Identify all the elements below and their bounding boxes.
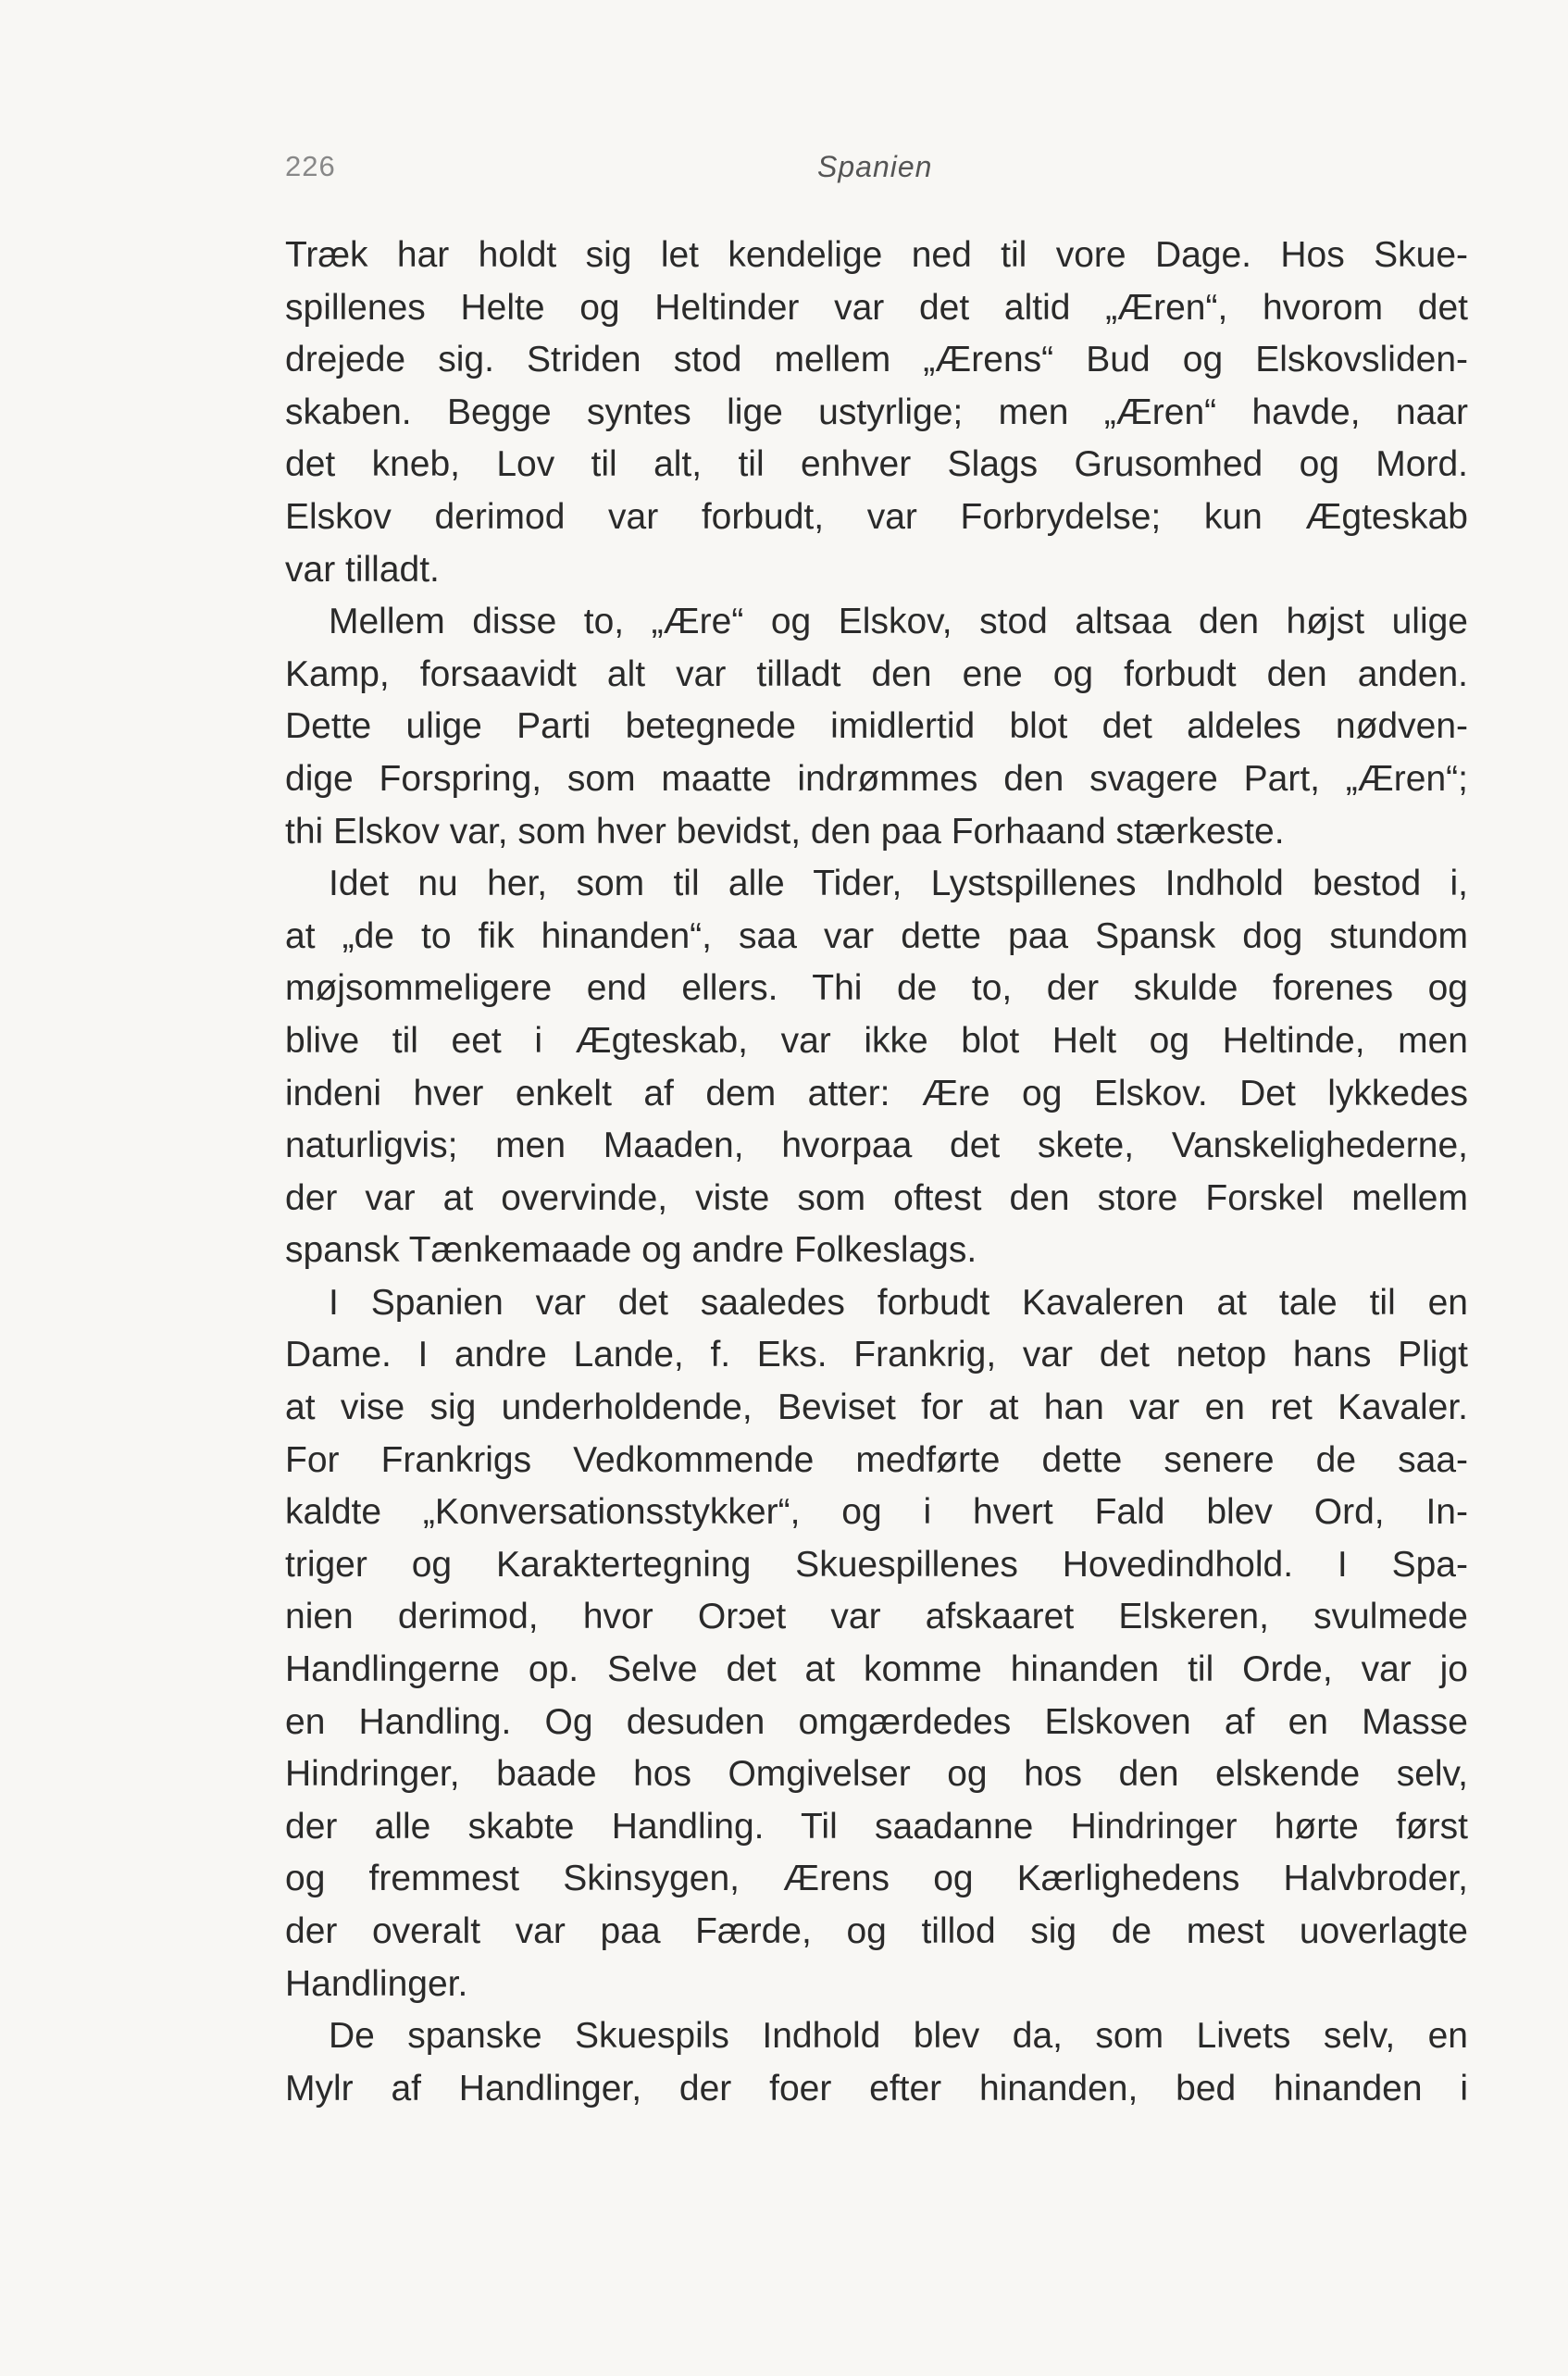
text-line: indeni hver enkelt af dem atter: Ære og Elskov. Det lykkedes (285, 1073, 1468, 1113)
text-line: De spanske Skuespils Indhold blev da, som Livets selv, en (329, 2016, 1468, 2057)
body-text (285, 230, 1468, 2115)
text-line: Handlinger. (285, 1963, 468, 2004)
text-line: triger og Karaktertegning Skuespillenes Hovedindhold. I Spa- (285, 1544, 1468, 1585)
text-line: Hindringer, baade hos Omgivelser og hos den elskende selv, (285, 1754, 1468, 1795)
text-line: det kneb, Lov til alt, til enhver Slags Grusomhed og Mord. (285, 444, 1468, 485)
text-line: der alle skabte Handling. Til saadanne Hindringer hørte først (285, 1806, 1468, 1847)
text-line: Træk har holdt sig let kendelige ned til vore Dage. Hos Skue- (285, 235, 1468, 275)
text-line: Mellem disse to, „Ære“ og Elskov, stod altsaa den højst ulige (329, 602, 1468, 642)
text-line: Elskov derimod var forbudt, var Forbrydelse; kun Ægteskab (285, 496, 1468, 537)
page-number: 226 (285, 150, 336, 182)
text-line: en Handling. Og desuden omgærdedes Elskoven af en Masse (285, 1701, 1468, 1742)
text-line: at vise sig underholdende, Beviset for at han var en ret Kavaler. (285, 1387, 1468, 1428)
text-line: Mylr af Handlinger, der foer efter hinanden, bed hinanden i (285, 2068, 1468, 2109)
text-line: Idet nu her, som til alle Tider, Lystspillenes Indhold bestod i, (329, 864, 1468, 904)
text-line: møjsommeligere end ellers. Thi de to, der skulde forenes og (285, 968, 1468, 1009)
text-line: var tilladt. (285, 549, 440, 590)
text-line: blive til eet i Ægteskab, var ikke blot Helt og Heltinde, men (285, 1020, 1468, 1061)
text-line: For Frankrigs Vedkommende medførte dette senere de saa- (285, 1439, 1468, 1480)
text-line: Dette ulige Parti betegnede imidlertid blot det aldeles nødven- (285, 706, 1468, 747)
text-line: skaben. Begge syntes lige ustyrlige; men „Æren“ havde, naar (285, 392, 1468, 432)
text-line: Handlingerne op. Selve det at komme hinanden til Orde, var jo (285, 1649, 1468, 1690)
text-line: kaldte „Konversationsstykker“, og i hvert Fald blev Ord, In- (285, 1492, 1468, 1533)
text-line: og fremmest Skinsygen, Ærens og Kærlighedens Halvbroder, (285, 1859, 1468, 1899)
text-line: der overalt var paa Færde, og tillod sig de mest uoverlagte (285, 1911, 1468, 1951)
text-line: at „de to fik hinanden“, saa var dette paa Spansk dog stundom (285, 915, 1468, 956)
text-line: dige Forspring, som maatte indrømmes den svagere Part, „Æren“; (285, 758, 1468, 799)
text-line: thi Elskov var, som hver bevidst, den paa Forhaand stærkeste. (285, 811, 1285, 852)
text-line: drejede sig. Striden stod mellem „Ærens“ Bud og Elskovsliden- (285, 340, 1468, 380)
text-line: nien derimod, hvor Orɔet var afskaaret Elskeren, svulmede (285, 1597, 1468, 1637)
page-header (285, 150, 1468, 191)
text-line: der var at overvinde, viste som oftest den store Forskel mellem (285, 1177, 1468, 1218)
text-line: Kamp, forsaavidt alt var tilladt den ene og forbudt den anden. (285, 653, 1468, 694)
text-line: spansk Tænkemaade og andre Folkeslags. (285, 1230, 977, 1271)
text-line: spillenes Helte og Heltinder var det altid „Æren“, hvorom det (285, 287, 1468, 328)
running-head: Spanien (817, 150, 933, 183)
text-line: naturligvis; men Maaden, hvorpaa det skete, Vanskelighederne, (285, 1126, 1468, 1166)
text-line: I Spanien var det saaledes forbudt Kavaleren at tale til en (329, 1282, 1468, 1323)
text-line: Dame. I andre Lande, f. Eks. Frankrig, var det netop hans Pligt (285, 1335, 1468, 1375)
